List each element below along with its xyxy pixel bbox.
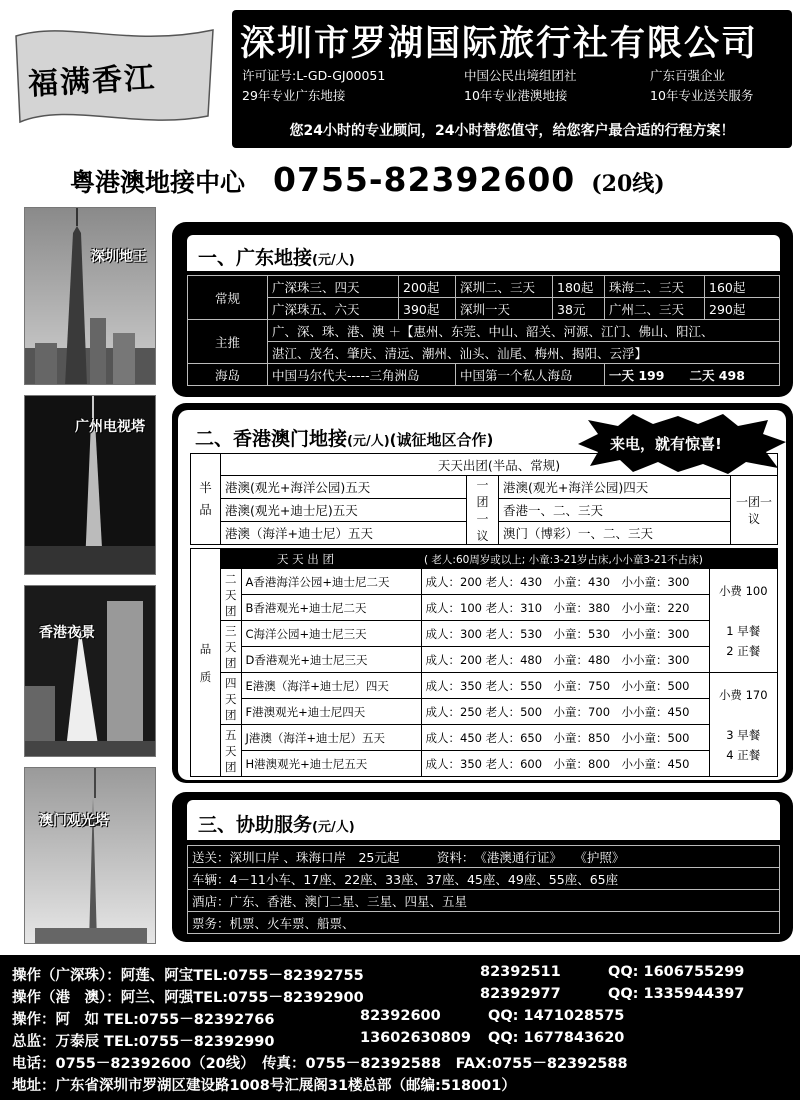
table-cell: 200起 xyxy=(399,276,456,298)
photo-caption: 深圳地王 xyxy=(91,249,147,265)
hotline-lines: (20线) xyxy=(591,171,665,197)
contact-qq: QQ: 1335944397 xyxy=(608,986,745,1002)
skyscraper-illustration xyxy=(25,208,156,385)
table-cell: 港澳(观光+迪士尼)五天 xyxy=(221,499,467,522)
logo-text: 福满香江 xyxy=(27,60,158,103)
negotiable-label: 一团一议 xyxy=(731,476,778,545)
row-label: 半品 xyxy=(191,454,221,545)
route-name: C海洋公园+迪士尼三天 xyxy=(241,621,421,647)
route-price: 成人：450 老人：650 小童：850 小小童：500 xyxy=(421,725,709,751)
table-row xyxy=(191,476,778,499)
table-row xyxy=(191,673,778,699)
table-cell: 送关：深圳口岸 、珠海口岸 25元起 资料： 《港澳通行证》 《护照》 xyxy=(188,846,780,868)
route-name: A香港海洋公园+迪士尼二天 xyxy=(241,569,421,595)
table-cell: 290起 xyxy=(705,298,780,320)
table-row xyxy=(191,454,778,476)
table-row xyxy=(191,595,778,621)
table-cell: 港澳（海洋+迪士尼）五天 xyxy=(221,522,467,545)
contact-line: 总监：万泰辰 TEL:0755－82392990 xyxy=(12,1034,275,1050)
feature-text: 中国公民出境组团社 xyxy=(464,68,577,83)
table-cell: 车辆：4－11小车、17座、22座、33座、37座、45座、49座、55座、65座 xyxy=(188,868,780,890)
contact-line: 操作（广深珠）：阿莲、阿宝TEL:0755－82392755 xyxy=(12,968,364,984)
feature-text: 10年专业送关服务 xyxy=(650,88,754,103)
photo-caption: 广州电视塔 xyxy=(75,419,145,435)
route-name: J港澳（海洋+迪士尼）五天 xyxy=(241,725,421,751)
contact-phone: 82392600 xyxy=(360,1008,441,1024)
group-label: 三天团 xyxy=(221,621,242,673)
slogan: 您24小时的专业顾问，24小时替您值守，给您客户最合适的行程方案！ xyxy=(289,123,735,139)
group-label: 四天团 xyxy=(221,673,242,725)
table-cell: 38元 xyxy=(553,298,605,320)
table-row xyxy=(188,912,780,934)
table-cell: 广州二、三天 xyxy=(605,298,705,320)
section1-title: 一、广东地接(元/人) xyxy=(198,247,355,269)
contact-line: 电话：0755－82392600（20线） 传真：0755－82392588 FAX:0755－82392588 xyxy=(12,1056,628,1072)
quality-table xyxy=(190,548,778,777)
photo-macau xyxy=(24,767,156,944)
table-cell: 中国第一个私人海岛 xyxy=(456,364,605,386)
table-row xyxy=(191,699,778,725)
photo-guangzhou xyxy=(24,395,156,575)
feature-text: 10年专业港澳地接 xyxy=(464,88,568,103)
services-table xyxy=(187,845,780,934)
row-label: 海岛 xyxy=(188,364,268,386)
hotline-number: 0755-82392600 xyxy=(273,160,576,199)
hotline-label: 粤港澳地接中心 xyxy=(70,168,246,197)
row-label: 常规 xyxy=(188,276,268,320)
table-row xyxy=(191,647,778,673)
group-note: 小费 170 3 早餐 4 正餐 xyxy=(709,673,778,777)
table-row xyxy=(191,621,778,647)
table-row xyxy=(188,342,780,364)
contact-line: 操作：阿 如 TEL:0755－82392766 xyxy=(12,1012,275,1028)
group-label: 二天团 xyxy=(221,569,242,621)
photo-hongkong xyxy=(24,585,156,757)
route-name: H港澳观光+迪士尼五天 xyxy=(241,751,421,777)
row-label: 品质 xyxy=(191,549,221,777)
contact-phone: 13602630809 xyxy=(360,1030,471,1046)
table-row xyxy=(191,549,778,569)
promo-text: 来电，就有惊喜! xyxy=(610,435,722,453)
route-name: E港澳（海洋+迪士尼）四天 xyxy=(241,673,421,699)
table-row xyxy=(188,364,780,386)
table-cell: 中国马尔代夫-----三角洲岛 xyxy=(268,364,456,386)
license-number: 许可证号:L-GD-GJ00051 xyxy=(242,68,386,83)
guangdong-table xyxy=(187,275,780,386)
contact-qq: QQ: 1606755299 xyxy=(608,964,745,980)
route-price: 成人：350 老人：600 小童：800 小小童：450 xyxy=(421,751,709,777)
table-row xyxy=(188,276,780,298)
table-row xyxy=(188,846,780,868)
table-cell: 广深珠三、四天 xyxy=(268,276,399,298)
table-cell: 390起 xyxy=(399,298,456,320)
company-header xyxy=(232,10,792,148)
row-label: 主推 xyxy=(188,320,268,364)
section3-title: 三、协助服务(元/人) xyxy=(198,814,355,836)
macau-tower-illustration xyxy=(25,768,156,944)
table-row xyxy=(188,298,780,320)
table-cell: 酒店：广东、香港、澳门二星、三星、四星、五星 xyxy=(188,890,780,912)
table-row xyxy=(191,751,778,777)
contact-footer xyxy=(0,955,800,1100)
table-cell: 160起 xyxy=(705,276,780,298)
table-row xyxy=(188,890,780,912)
feature-text: 29年专业广东地接 xyxy=(242,88,346,103)
table-cell: 深圳二、三天 xyxy=(456,276,553,298)
table-cell: 深圳一天 xyxy=(456,298,553,320)
group-label: 五天团 xyxy=(221,725,242,777)
table-cell: 港澳(观光+海洋公园)四天 xyxy=(499,476,731,499)
table-cell: 票务：机票、火车票、船票、 xyxy=(188,912,780,934)
negotiable-label: 一团一议 xyxy=(467,476,499,545)
route-name: B香港观光+迪士尼二天 xyxy=(241,595,421,621)
contact-qq: QQ: 1677843620 xyxy=(488,1030,625,1046)
contact-phone: 82392511 xyxy=(480,964,561,980)
table-cell: 广深珠五、六天 xyxy=(268,298,399,320)
table-row xyxy=(188,868,780,890)
table-cell: 珠海二、三天 xyxy=(605,276,705,298)
route-name: F港澳观光+迪士尼四天 xyxy=(241,699,421,725)
route-price: 成人：300 老人：530 小童：530 小小童：300 xyxy=(421,621,709,647)
route-price: 成人：250 老人：500 小童：700 小小童：450 xyxy=(421,699,709,725)
contact-line: 操作（港 澳）：阿兰、阿强TEL:0755－82392900 xyxy=(12,990,364,1006)
table-cell: 澳门（博彩）一、二、三天 xyxy=(499,522,731,545)
table-cell: 广、深、珠、港、澳 ＋【惠州、东莞、中山、韶关、河源、江门、佛山、阳江、 xyxy=(268,320,780,342)
route-name: D香港观光+迪士尼三天 xyxy=(241,647,421,673)
contact-qq: QQ: 1471028575 xyxy=(488,1008,625,1024)
route-price: 成人：350 老人：550 小童：750 小小童：500 xyxy=(421,673,709,699)
contact-phone: 82392977 xyxy=(480,986,561,1002)
route-price: 成人：200 老人：430 小童：430 小小童：300 xyxy=(421,569,709,595)
feature-text: 广东百强企业 xyxy=(650,68,726,83)
table-cell: 湛江、茂名、肇庆、清远、潮州、汕头、汕尾、梅州、揭阳、云浮】 xyxy=(268,342,780,364)
table-cell: 一天 199 二天 498 xyxy=(605,364,780,386)
photo-shenzhen xyxy=(24,207,156,385)
semi-product-table xyxy=(190,453,778,545)
address-line: 地址：广东省深圳市罗湖区建设路1008号汇展阁31楼总部（邮编:518001） xyxy=(12,1078,516,1094)
table-header: 天 天 出 团 ( 老人:60周岁或以上; 小童:3-21岁占床,小小童3-21不占床) xyxy=(221,549,778,569)
table-cell: 180起 xyxy=(553,276,605,298)
hotline xyxy=(70,160,665,199)
skyline-illustration xyxy=(25,586,156,757)
table-cell: 香港一、二、三天 xyxy=(499,499,731,522)
table-row xyxy=(188,320,780,342)
table-row xyxy=(191,569,778,595)
route-price: 成人：200 老人：480 小童：480 小小童：300 xyxy=(421,647,709,673)
photo-caption: 澳门观光塔 xyxy=(39,813,109,829)
section2-title: 二、香港澳门地接(元/人)(诚征地区合作) xyxy=(195,428,494,450)
table-cell: 港澳(观光+海洋公园)五天 xyxy=(221,476,467,499)
company-name: 深圳市罗湖国际旅行社有限公司 xyxy=(240,24,759,64)
group-note: 小费 100 1 早餐 2 正餐 xyxy=(709,569,778,673)
table-row xyxy=(191,725,778,751)
table-header: 天天出团(半品、常规) xyxy=(221,454,778,476)
route-price: 成人：100 老人：310 小童：380 小小童：220 xyxy=(421,595,709,621)
photo-caption: 香港夜景 xyxy=(39,625,95,641)
